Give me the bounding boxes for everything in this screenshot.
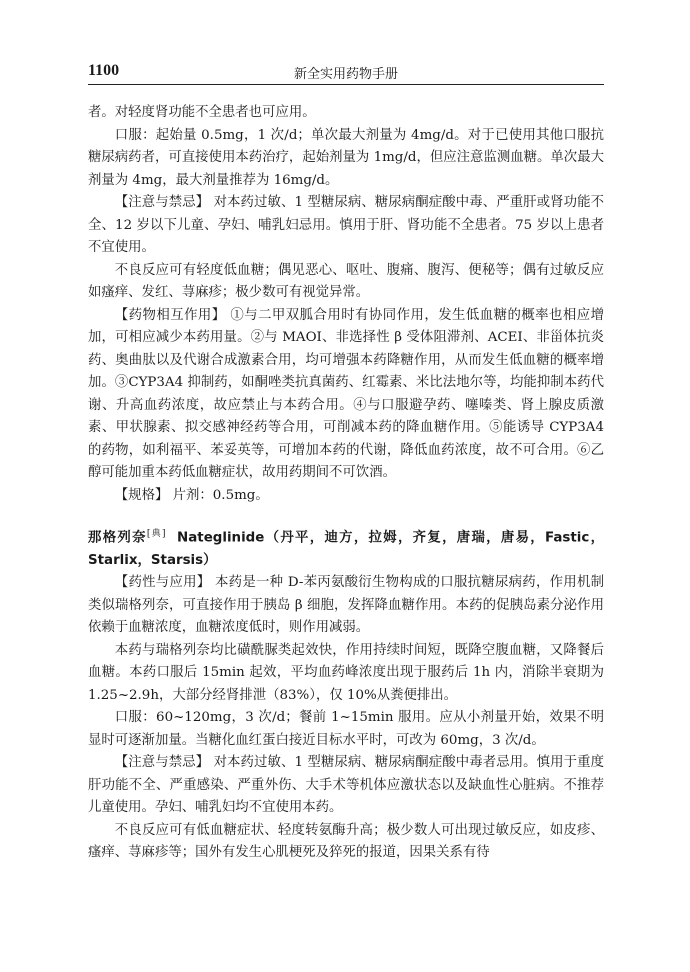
drug-entry-heading	[88, 523, 604, 572]
paragraph-pharmacology	[88, 572, 604, 640]
paragraph-precautions	[88, 192, 604, 260]
page-body	[88, 102, 604, 865]
section-text: 片剂：0.5mg。	[168, 487, 269, 503]
paragraph-pharmacokinetics: 本药与瑞格列奈均比磺酰脲类起效快，作用持续时间短，既降空腹血糖，又降餐后血糖。本药口服后 15min 起效，平均血药峰浓度出现于服药后 1h 内，消除半衰期为 1.25~2.9h，大部分经肾排泄（83%），仅 10%从粪便排出。	[88, 642, 604, 703]
paragraph-adverse-effects: 不良反应可有轻度低血糖；偶见恶心、呕吐、腹痛、腹泻、便秘等；偶有过敏反应如瘙痒、发红、荨麻疹；极少数可有视觉异常。	[88, 262, 604, 300]
section-label: 【注意与禁忌】	[114, 755, 210, 771]
book-title: 新全实用药物手册	[293, 67, 398, 82]
section-label: 【注意与禁忌】	[114, 195, 210, 210]
section-label: 【药性与应用】	[114, 575, 211, 591]
paragraph-dosage: 口服：60~120mg，3 次/d；餐前 1~15min 服用。应从小剂量开始，效果不明显时可逐渐加量。当糖化血红蛋白接近目标水平时，可改为 60mg，3 次/d。	[88, 710, 604, 748]
drug-name-en: Nateglinide（丹平，迪方，拉姆，齐复，唐瑞，唐易，Fastic，Starlix，Starsis）	[88, 530, 604, 568]
paragraph-dosage: 口服：起始量 0.5mg，1 次/d；单次最大剂量为 4mg/d。对于已使用其他口服抗糖尿病药者，可直接使用本药治疗，起始剂量为 1mg/d，但应注意监测血糖。单次最大剂量为 4mg，最大剂量推荐为 16mg/d。	[88, 127, 604, 188]
section-text: ①与二甲双胍合用时有协同作用，发生低血糖的概率也相应增加，可相应减少本药用量。②与 MAOI、非选择性 β 受体阻滞剂、ACEI、非甾体抗炎药、奥曲肽以及代谢合成激素合用，均可增强本药降糖作用，从而发生低血糖的概率增加。③CYP3A4 抑制药，如酮唑类抗真菌药、红霉素、米比法地尔等，均能抑制本药代谢、升高血药浓度，故应禁止与本药合用。④与口服避孕药、噻嗪类、肾上腺皮质激素、甲状腺素、拟交感神经药等合用，可削减本药的降血糖作用。⑤能诱导 CYP3A4 的药物，如利福平、苯妥英等，可增加本药的代谢，降低血药浓度，故不可合用。⑥乙醇可能加重本药低血糖症状，故用药期间不可饮酒。	[88, 307, 604, 480]
page-number: 1100	[88, 62, 120, 79]
running-header	[88, 60, 604, 85]
paragraph-continuation: 者。对轻度肾功能不全患者也可应用。	[88, 105, 316, 120]
paragraph-interactions	[88, 305, 604, 485]
pharmacopoeia-tag: [典]	[146, 529, 166, 539]
section-label: 【药物相互作用】	[114, 307, 226, 323]
paragraph-specification	[88, 485, 604, 508]
section-text: 本药是一种 D-苯丙氨酸衍生物构成的口服抗糖尿病药，作用机制类似瑞格列奈，可直接作用于胰岛 β 细胞，发挥降血糖作用。本药的促胰岛素分泌作用依赖于血糖浓度，血糖浓度低时，则作用减弱。	[88, 575, 605, 636]
paragraph-adverse-effects: 不良反应可有低血糖症状、轻度转氨酶升高；极少数人可出现过敏反应，如皮疹、瘙痒、荨麻疹等；国外有发生心肌梗死及猝死的报道，因果关系有待	[88, 822, 604, 861]
section-text: 对本药过敏、1 型糖尿病、糖尿病酮症酸中毒、严重肝或肾功能不全、12 岁以下儿童、孕妇、哺乳妇忌用。慎用于肝、肾功能不全患者。75 岁以上患者不宜使用。	[88, 195, 605, 255]
section-label: 【规格】	[114, 487, 169, 503]
drug-name-cn: 那格列奈	[88, 530, 147, 546]
paragraph-precautions	[88, 752, 604, 820]
section-text: 对本药过敏、1 型糖尿病、糖尿病酮症酸中毒者忌用。慎用于重度肝功能不全、严重感染、严重外伤、大手术等机体应激状态以及缺血性心脏病。不推荐儿童使用。孕妇、哺乳妇均不宜使用本药。	[88, 755, 605, 816]
